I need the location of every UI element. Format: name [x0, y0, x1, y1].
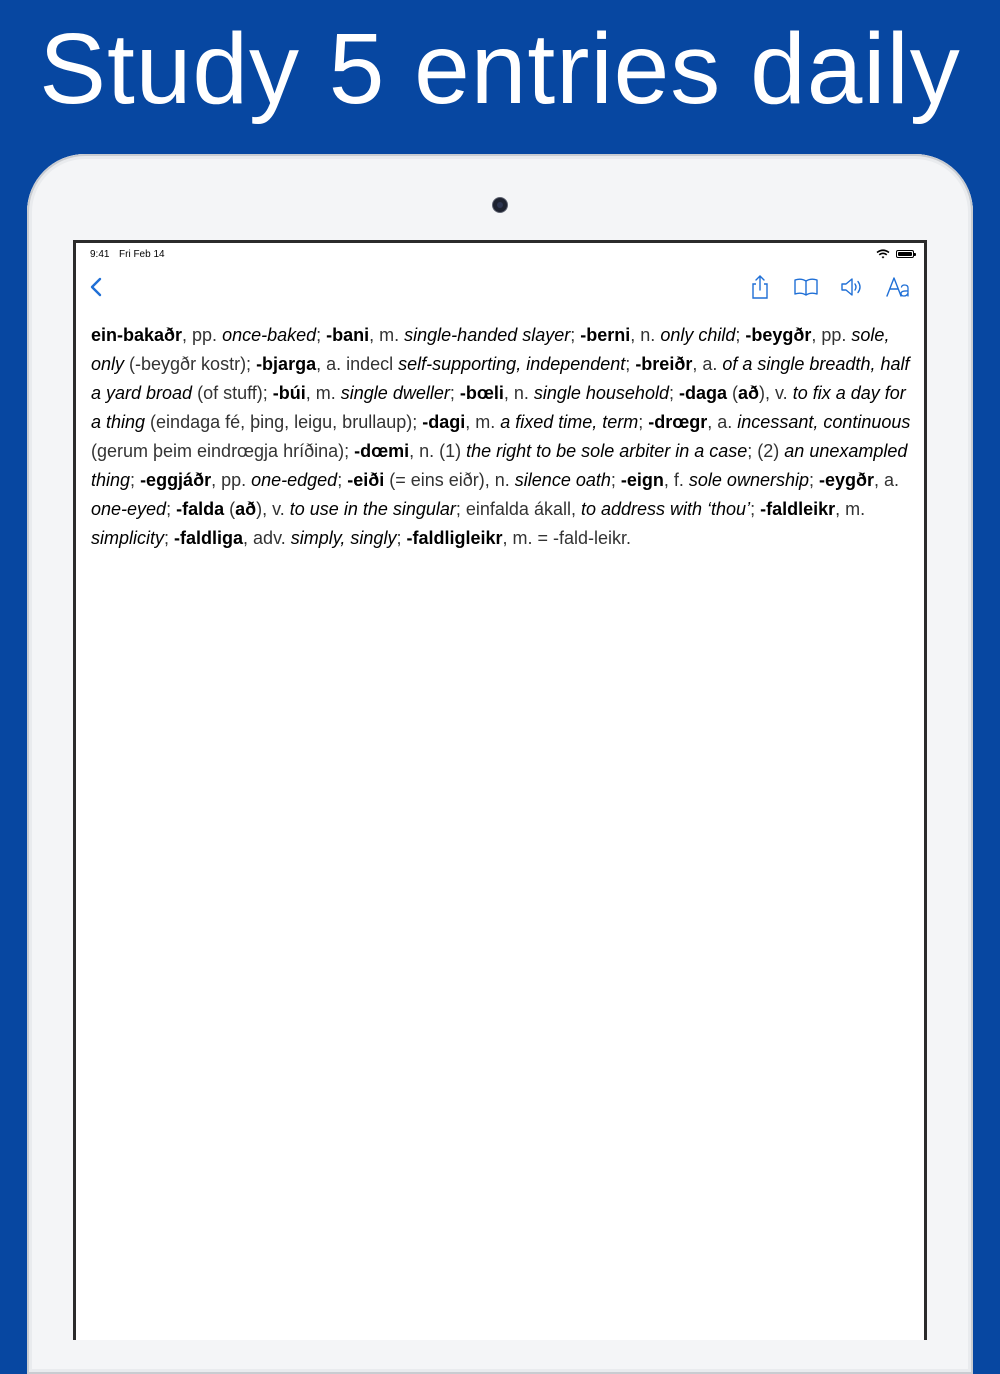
status-time: 9:41 — [90, 249, 110, 260]
grammar-text: , n. — [630, 325, 661, 345]
definition-text: simply, singly — [290, 528, 397, 548]
definition-text: one-edged — [251, 470, 338, 490]
headword: -búi — [272, 383, 306, 403]
definition-text: silence oath — [514, 470, 611, 490]
grammar-text: , adv. — [243, 528, 291, 548]
grammar-text: , m. = -fald-leikr. — [502, 528, 632, 548]
headword: ein-bakaðr — [91, 325, 183, 345]
headword: -dagi — [422, 412, 466, 432]
grammar-text: , n. — [503, 383, 534, 403]
grammar-text: ; — [750, 499, 761, 519]
definition-text: to use in the singular — [289, 499, 456, 519]
book-icon — [792, 273, 820, 301]
grammar-text: , a. — [707, 412, 738, 432]
headword: -breiðr — [635, 354, 693, 374]
headword: að — [738, 383, 760, 403]
grammar-text: , m. — [835, 499, 866, 519]
book-button[interactable] — [792, 273, 820, 301]
dictionary-entry-text — [91, 321, 913, 553]
grammar-text: , a. — [692, 354, 723, 374]
grammar-text: ; — [735, 325, 746, 345]
headword: -eign — [620, 470, 664, 490]
grammar-text: ; — [316, 325, 327, 345]
definition-text: once-baked — [222, 325, 317, 345]
headword: -berni — [580, 325, 631, 345]
grammar-text: , a. indecl — [316, 354, 399, 374]
headword: að — [235, 499, 257, 519]
definition-text: incessant, continuous — [737, 412, 911, 432]
grammar-text: ; (2) — [747, 441, 785, 461]
grammar-text: , pp. — [211, 470, 252, 490]
grammar-text: ; — [808, 470, 819, 490]
definition-text: to address with ‘thou’ — [580, 499, 751, 519]
definition-text: an unexampled thing — [91, 441, 908, 490]
definition-text: a fixed time, term — [500, 412, 639, 432]
headword: -bani — [326, 325, 370, 345]
grammar-text: ; — [570, 325, 581, 345]
headword: -bjarga — [256, 354, 317, 374]
definition-text: only child — [660, 325, 736, 345]
grammar-text: ), v. — [256, 499, 290, 519]
speaker-button[interactable] — [838, 273, 866, 301]
headword: -eygðr — [819, 470, 875, 490]
headword: -daga — [678, 383, 727, 403]
grammar-text: (of stuff); — [192, 383, 273, 403]
headword: -eiði — [347, 470, 385, 490]
font-size-button[interactable] — [884, 273, 912, 301]
definition-text: sole, only — [91, 325, 890, 374]
definition-text: of a single breadth, half a yard broad — [91, 354, 910, 403]
grammar-text: (eindaga fé, þing, leigu, brullaup); — [145, 412, 423, 432]
grammar-text: , pp. — [182, 325, 223, 345]
status-date: Fri Feb 14 — [119, 249, 165, 260]
wifi-icon — [876, 249, 890, 259]
headword: -bœli — [459, 383, 504, 403]
grammar-text: (= eins eiðr), n. — [384, 470, 515, 490]
grammar-text: ; — [449, 383, 460, 403]
grammar-text: ; — [337, 470, 348, 490]
share-icon — [746, 273, 774, 301]
definition-text: simplicity — [91, 528, 165, 548]
headword: -beygðr — [745, 325, 812, 345]
grammar-text: ( — [224, 499, 236, 519]
headword: -faldleikr — [760, 499, 836, 519]
definition-text: single household — [533, 383, 669, 403]
grammar-text: ; — [638, 412, 649, 432]
battery-icon — [896, 250, 914, 258]
definition-text: sole ownership — [688, 470, 809, 490]
grammar-text: ; einfalda ákall, — [455, 499, 581, 519]
font-size-icon — [884, 273, 912, 301]
grammar-text: , f. — [663, 470, 689, 490]
grammar-text: ; — [130, 470, 141, 490]
grammar-text: ; — [164, 528, 175, 548]
grammar-text: , a. — [874, 470, 900, 490]
definition-text: the right to be sole arbiter in a case — [466, 441, 748, 461]
back-button[interactable] — [84, 273, 112, 301]
definition-text: single-handed slayer — [404, 325, 571, 345]
speaker-icon — [838, 273, 866, 301]
grammar-text: , m. — [369, 325, 405, 345]
grammar-text: ), v. — [759, 383, 793, 403]
app-screen — [73, 240, 927, 1340]
headword: -falda — [176, 499, 225, 519]
navigation-bar — [76, 265, 924, 309]
definition-text: self-supporting, independent — [398, 354, 626, 374]
status-bar — [76, 243, 924, 265]
headword: -dœmi — [354, 441, 410, 461]
grammar-text: , m. — [465, 412, 501, 432]
grammar-text: (-beygðr kostr); — [124, 354, 257, 374]
chevron-left-icon — [84, 273, 112, 301]
grammar-text: ; — [396, 528, 407, 548]
camera — [493, 198, 507, 212]
definition-text: to fix a day for a thing — [91, 383, 906, 432]
headword: -drœgr — [648, 412, 708, 432]
headword: -faldligleikr — [406, 528, 503, 548]
definition-text: one-eyed — [91, 499, 167, 519]
headword: -eggjáðr — [140, 470, 212, 490]
grammar-text: (gerum þeim eindrœgja hríðina); — [91, 441, 355, 461]
share-button[interactable] — [746, 273, 774, 301]
grammar-text: , n. (1) — [409, 441, 467, 461]
grammar-text: , m. — [305, 383, 341, 403]
headline: Study 5 entries daily — [39, 13, 961, 125]
grammar-text: ; — [668, 383, 679, 403]
grammar-text: ; — [166, 499, 177, 519]
grammar-text: ; — [610, 470, 621, 490]
grammar-text: ( — [727, 383, 738, 403]
headword: -faldliga — [174, 528, 244, 548]
definition-text: single dweller — [340, 383, 450, 403]
grammar-text: ; — [625, 354, 636, 374]
grammar-text: , pp. — [811, 325, 852, 345]
